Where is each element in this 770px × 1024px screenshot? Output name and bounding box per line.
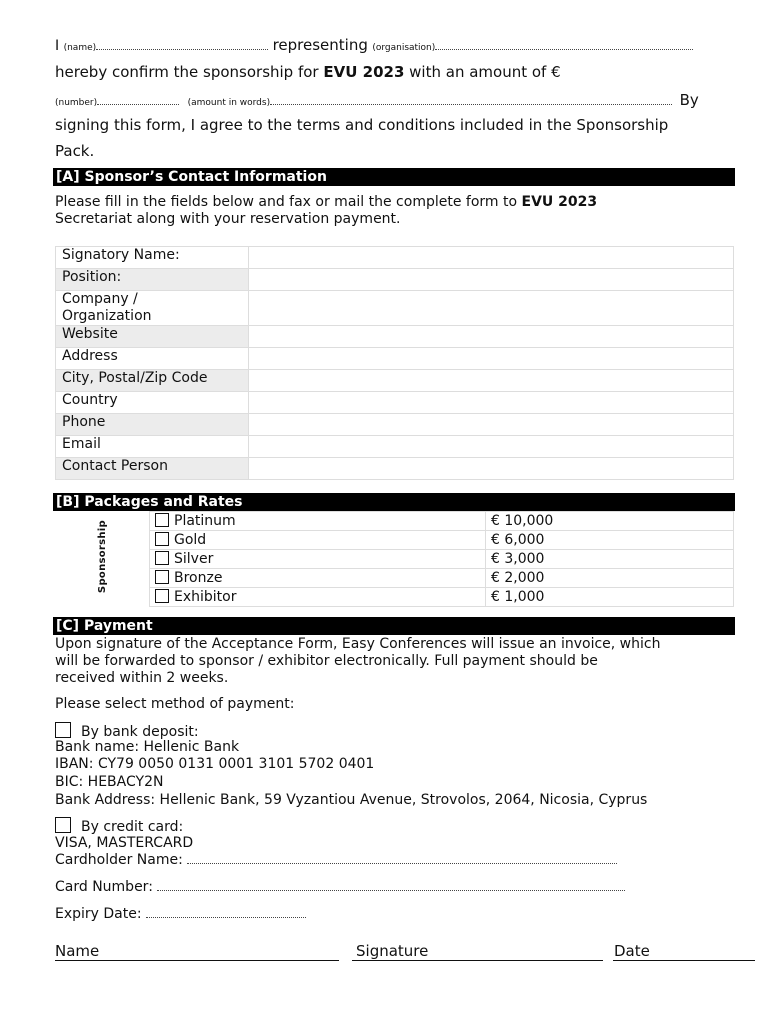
package-option[interactable] <box>150 512 486 531</box>
website-input[interactable] <box>249 326 734 348</box>
section-c-title: [C] Payment <box>53 617 735 635</box>
field-label: Position: <box>56 269 249 291</box>
amount-text: with an amount of € <box>404 63 561 81</box>
event-name: EVU 2023 <box>323 63 405 81</box>
bic: BIC: HEBACY2N <box>55 774 164 790</box>
pack-text: Pack. <box>55 142 95 160</box>
field-label: Country <box>56 392 249 414</box>
sponsorship-side-cell <box>55 512 150 607</box>
org-hint: (organisation) <box>372 43 436 53</box>
section-a-title: [A] Sponsor’s Contact Information <box>53 168 735 186</box>
rates-table <box>55 511 734 607</box>
field-label: City, Postal/Zip Code <box>56 370 249 392</box>
position-input[interactable] <box>249 269 734 291</box>
representing-label: representing <box>272 36 368 54</box>
package-name: Bronze <box>174 569 223 586</box>
intro-line-2 <box>55 63 561 81</box>
bank-name: Bank name: Hellenic Bank <box>55 739 240 755</box>
company-label: Company / Organization <box>62 291 152 324</box>
package-name: Exhibitor <box>174 588 237 605</box>
select-method-text: Please select method of payment: <box>55 696 295 712</box>
number-field[interactable] <box>97 103 179 105</box>
package-price: € 3,000 <box>486 550 734 569</box>
field-label: Signatory Name: <box>56 247 249 269</box>
bank-deposit-checkbox[interactable] <box>55 722 71 738</box>
number-hint: (number) <box>55 98 98 108</box>
instr-event: EVU 2023 <box>521 194 598 210</box>
package-option[interactable] <box>150 569 486 588</box>
platinum-checkbox[interactable] <box>155 513 169 527</box>
instr-text: Please fill in the fields below and fax or mail the complete form to <box>55 194 522 210</box>
package-option[interactable] <box>150 588 486 607</box>
phone-input[interactable] <box>249 414 734 436</box>
name-line[interactable] <box>55 959 339 961</box>
city-input[interactable] <box>249 370 734 392</box>
name-hint: (name) <box>63 43 97 53</box>
expiry-row <box>55 906 306 922</box>
package-option[interactable] <box>150 550 486 569</box>
sponsorship-label: Sponsorship <box>96 519 108 594</box>
field-label: Address <box>56 348 249 370</box>
package-name: Platinum <box>174 512 236 529</box>
credit-card-label: By credit card: <box>81 819 184 835</box>
intro-i: I <box>55 38 60 54</box>
package-price: € 2,000 <box>486 569 734 588</box>
package-price: € 10,000 <box>486 512 734 531</box>
name-field[interactable] <box>96 48 268 50</box>
package-option[interactable] <box>150 531 486 550</box>
gold-checkbox[interactable] <box>155 532 169 546</box>
cardholder-row <box>55 852 617 868</box>
iban: IBAN: CY79 0050 0131 0001 3101 5702 0401 <box>55 756 375 772</box>
contact-table <box>55 246 734 480</box>
bank-address: Bank Address: Hellenic Bank, 59 Vyzantiou Avenue, Strovolos, 2064, Nicosia, Cyprus <box>55 792 648 808</box>
field-label: Website <box>56 326 249 348</box>
signature-line[interactable] <box>352 959 603 961</box>
package-name: Silver <box>174 550 214 567</box>
address-input[interactable] <box>249 348 734 370</box>
field-label: Phone <box>56 414 249 436</box>
intro-line-3 <box>55 91 699 109</box>
confirm-text: hereby confirm the sponsorship for <box>55 63 324 81</box>
field-label: Contact Person <box>56 458 249 480</box>
date-label: Date <box>614 942 650 960</box>
credit-card-option[interactable] <box>55 817 183 835</box>
amount-words-field[interactable] <box>270 103 672 105</box>
company-input[interactable] <box>249 291 734 326</box>
signatory-name-input[interactable] <box>249 247 734 269</box>
bank-deposit-option[interactable] <box>55 722 199 740</box>
exhibitor-checkbox[interactable] <box>155 589 169 603</box>
country-input[interactable] <box>249 392 734 414</box>
name-label: Name <box>55 942 100 960</box>
section-a-instruction-1 <box>55 194 597 210</box>
card-types: VISA, MASTERCARD <box>55 835 194 851</box>
card-number-field[interactable] <box>157 889 625 891</box>
date-line[interactable] <box>613 959 755 961</box>
field-label <box>56 291 249 326</box>
section-b-title: [B] Packages and Rates <box>53 493 735 511</box>
silver-checkbox[interactable] <box>155 551 169 565</box>
card-number-label: Card Number: <box>55 879 153 895</box>
package-name: Gold <box>174 531 207 548</box>
cardholder-label: Cardholder Name: <box>55 852 183 868</box>
section-a-instruction-2: Secretariat along with your reservation payment. <box>55 211 401 227</box>
package-price: € 1,000 <box>486 588 734 607</box>
field-label: Email <box>56 436 249 458</box>
cardholder-field[interactable] <box>187 862 617 864</box>
words-hint: (amount in words) <box>187 98 271 108</box>
signature-label: Signature <box>356 942 429 960</box>
by-text: By <box>679 91 699 109</box>
expiry-field[interactable] <box>146 916 306 918</box>
payment-paragraph-3: received within 2 weeks. <box>55 670 229 686</box>
intro-line-1 <box>55 36 693 54</box>
credit-card-checkbox[interactable] <box>55 817 71 833</box>
card-number-row <box>55 879 625 895</box>
bronze-checkbox[interactable] <box>155 570 169 584</box>
contact-person-input[interactable] <box>249 458 734 480</box>
payment-paragraph-1: Upon signature of the Acceptance Form, Easy Conferences will issue an invoice, which <box>55 636 661 652</box>
bank-deposit-label: By bank deposit: <box>81 724 199 740</box>
agree-text: signing this form, I agree to the terms and conditions included in the Sponsorship <box>55 116 669 134</box>
email-input[interactable] <box>249 436 734 458</box>
expiry-label: Expiry Date: <box>55 906 142 922</box>
organisation-field[interactable] <box>435 48 693 50</box>
payment-paragraph-2: will be forwarded to sponsor / exhibitor electronically. Full payment should be <box>55 653 598 669</box>
package-price: € 6,000 <box>486 531 734 550</box>
